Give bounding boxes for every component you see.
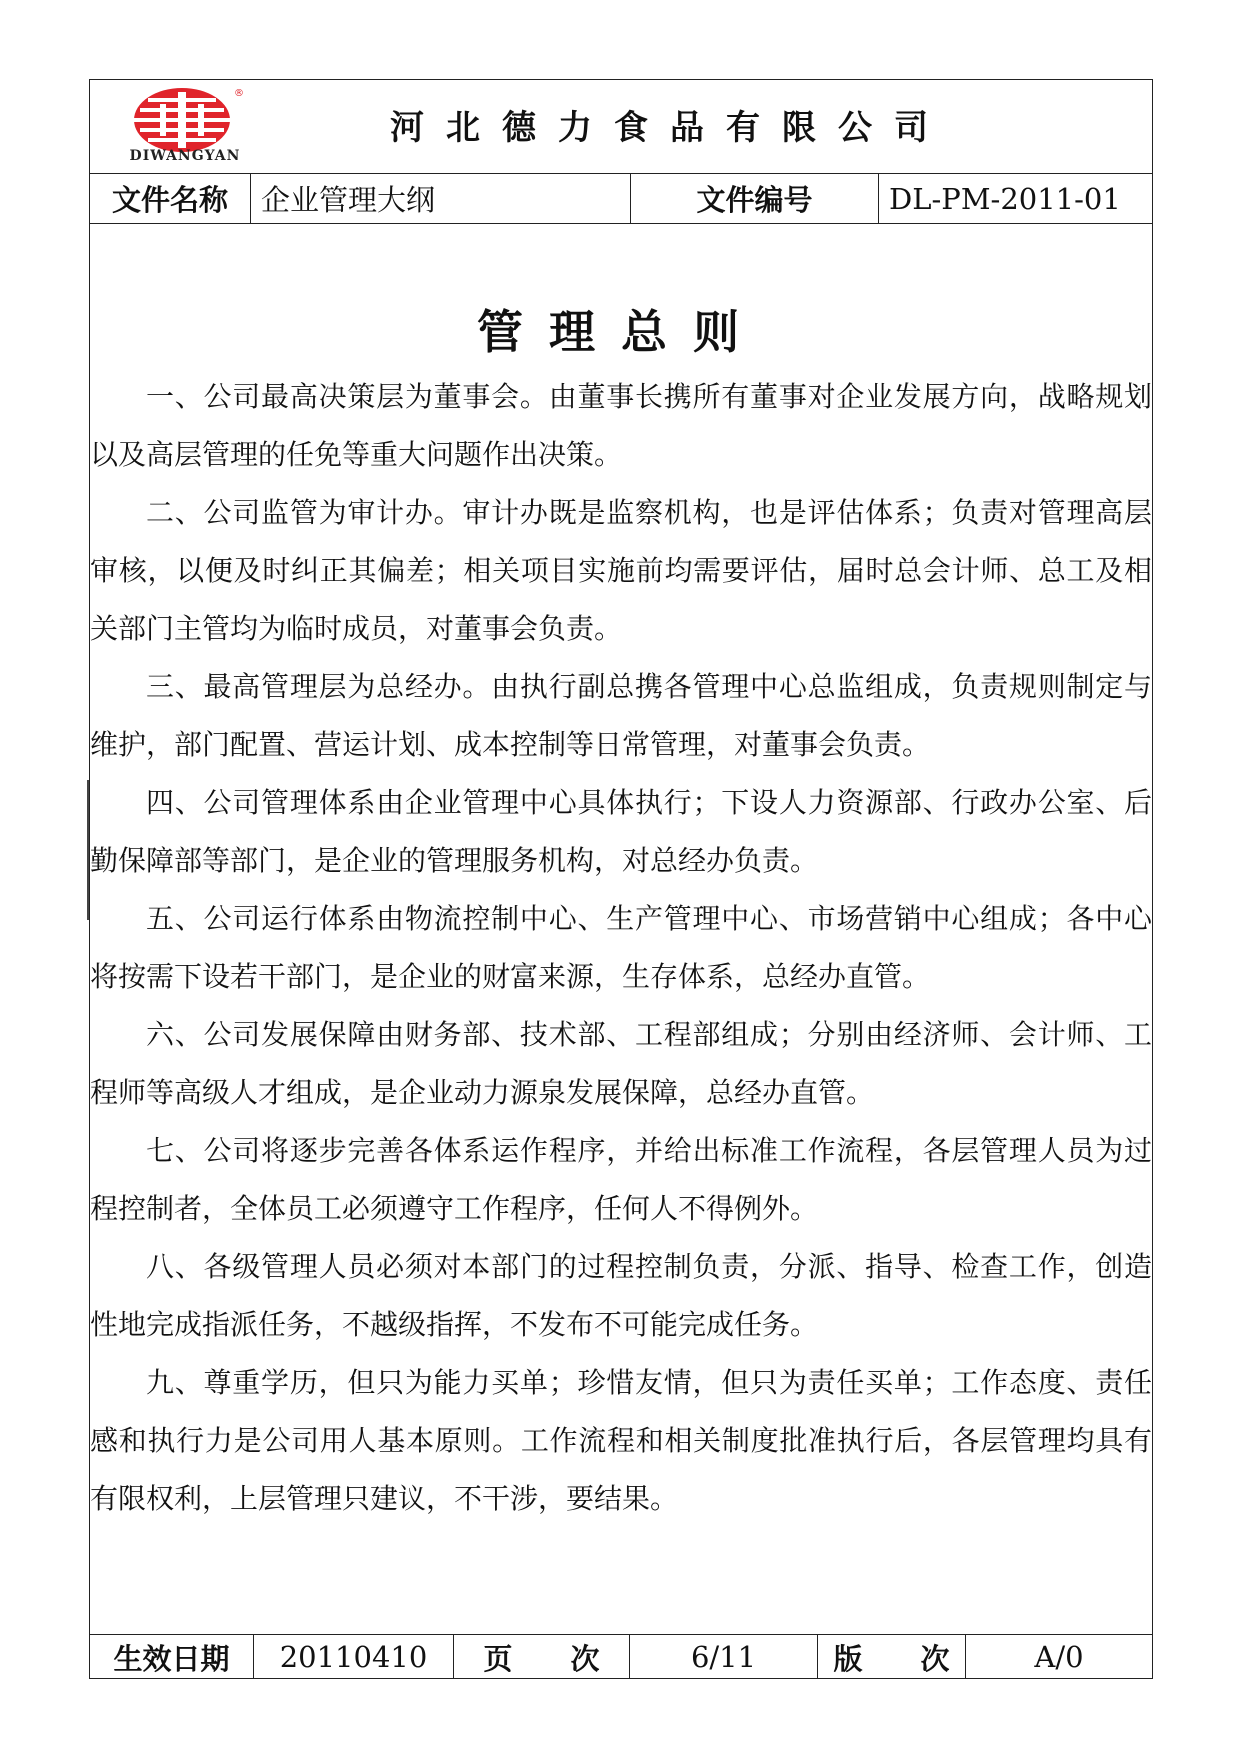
page-label: 页 次 [483, 1641, 600, 1676]
registered-mark: ® [234, 88, 244, 99]
logo-text: DIWANGYAN [129, 148, 241, 164]
file-name-value: 企业管理大纲 [261, 183, 436, 217]
paragraph-8: 八、各级管理人员必须对本部门的过程控制负责，分派、指导、检查工作，创造性地完成指派任务，不越级指挥，不发布不可能完成任务。 [90, 1250, 1152, 1341]
page-value: 6/11 [690, 1640, 757, 1674]
paragraph-7: 七、公司将逐步完善各体系运作程序，并给出标准工作流程，各层管理人员为过程控制者，全体员工必须遵守工作程序，任何人不得例外。 [90, 1134, 1152, 1225]
paragraph-4: 四、公司管理体系由企业管理中心具体执行；下设人力资源部、行政办公室、后勤保障部等部门，是企业的管理服务机构，对总经办负责。 [90, 786, 1152, 877]
version-value: A/0 [1034, 1640, 1084, 1674]
paragraph-3: 三、最高管理层为总经办。由执行副总携各管理中心总监组成，负责规则制定与维护，部门配置、营运计划、成本控制等日常管理，对董事会负责。 [90, 670, 1152, 761]
paragraph-2: 二、公司监管为审计办。审计办既是监察机构，也是评估体系；负责对管理高层审核，以便及时纠正其偏差；相关项目实施前均需要评估，届时总会计师、总工及相关部门主管均为临时成员，对董事会负责。 [90, 496, 1152, 645]
file-name-label: 文件名称 [111, 183, 228, 217]
file-number-label: 文件编号 [696, 183, 813, 217]
document-title: 管理总则 [477, 305, 765, 359]
effective-date-value: 20110410 [279, 1640, 428, 1674]
effective-date-label: 生效日期 [113, 1641, 230, 1676]
company-name: 河北德力食品有限公司 [390, 107, 950, 148]
file-info-divider [89, 223, 1153, 224]
file-number-value: DL-PM-2011-01 [889, 181, 1121, 216]
document-body [90, 368, 1152, 1528]
paragraph-5: 五、公司运行体系由物流控制中心、生产管理中心、市场营销中心组成；各中心将按需下设若干部门，是企业的财富来源，生存体系，总经办直管。 [90, 902, 1152, 993]
margin-mark [87, 780, 89, 920]
paragraph-9: 九、尊重学历，但只为能力买单；珍惜友情，但只为责任买单；工作态度、责任感和执行力是公司用人基本原则。工作流程和相关制度批准执行后，各层管理均具有有限权利，上层管理只建议，不干涉，要结果。 [90, 1366, 1152, 1515]
paragraph-6: 六、公司发展保障由财务部、技术部、工程部组成；分别由经济师、会计师、工程师等高级人才组成，是企业动力源泉发展保障，总经办直管。 [90, 1018, 1152, 1109]
version-label: 版 次 [833, 1641, 950, 1676]
paragraph-1: 一、公司最高决策层为董事会。由董事长携所有董事对企业发展方向，战略规划以及高层管理的任免等重大问题作出决策。 [90, 380, 1152, 471]
